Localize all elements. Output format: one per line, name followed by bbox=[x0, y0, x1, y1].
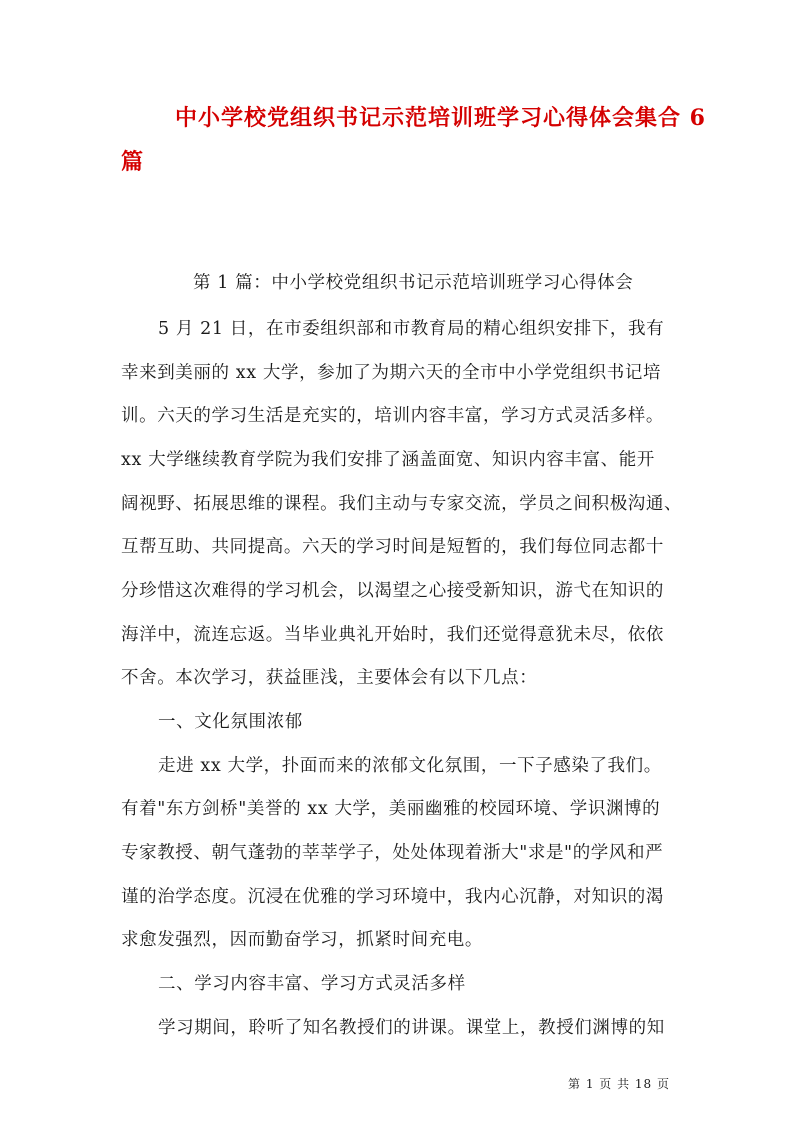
paragraph-line: 有着"东方剑桥"美誉的 xx 大学，美丽幽雅的校园环境、学识渊博的 bbox=[121, 799, 661, 819]
chapter-title: 第 1 篇：中小学校党组织书记示范培训班学习心得体会 bbox=[193, 273, 634, 293]
paragraph-line: 谨的治学态度。沉浸在优雅的学习环境中，我内心沉静，对知识的渴 bbox=[121, 887, 664, 907]
paragraph-line: 专家教授、朝气蓬勃的莘莘学子，处处体现着浙大"求是"的学风和严 bbox=[121, 843, 664, 863]
paragraph-line: 分珍惜这次难得的学习机会，以渴望之心接受新知识，游弋在知识的 bbox=[121, 581, 664, 601]
paragraph-line: 训。六天的学习生活是充实的，培训内容丰富，学习方式灵活多样。 bbox=[121, 406, 664, 426]
document-title-line-1: 中小学校党组织书记示范培训班学习心得体会集合 6 bbox=[175, 105, 706, 131]
paragraph-line: 学习期间，聆听了知名教授们的讲课。课堂上，教授们渊博的知 bbox=[158, 1018, 665, 1038]
paragraph-line: 幸来到美丽的 xx 大学，参加了为期六天的全市中小学党组织书记培 bbox=[121, 363, 662, 383]
paragraph-line: 5 月 21 日，在市委组织部和市教育局的精心组织安排下，我有 bbox=[158, 319, 665, 339]
document-title-line-2: 篇 bbox=[121, 149, 145, 175]
section-heading: 二、学习内容丰富、学习方式灵活多样 bbox=[158, 974, 466, 994]
paragraph-line: 阔视野、拓展思维的课程。我们主动与专家交流，学员之间积极沟通、 bbox=[121, 494, 683, 514]
paragraph-line: 不舍。本次学习，获益匪浅，主要体会有以下几点： bbox=[121, 668, 538, 688]
section-heading: 一、文化氛围浓郁 bbox=[158, 712, 303, 732]
paragraph-line: xx 大学继续教育学院为我们安排了涵盖面宽、知识内容丰富、能开 bbox=[121, 450, 655, 470]
paragraph-line: 互帮互助、共同提高。六天的学习时间是短暂的，我们每位同志都十 bbox=[121, 537, 664, 557]
paragraph-line: 海洋中，流连忘返。当毕业典礼开始时，我们还觉得意犹未尽，依依 bbox=[121, 625, 664, 645]
page-number-footer: 第 1 页 共 18 页 bbox=[568, 1077, 670, 1091]
paragraph-line: 走进 xx 大学，扑面而来的浓郁文化氛围，一下子感染了我们。 bbox=[158, 756, 662, 776]
paragraph-line: 求愈发强烈，因而勤奋学习，抓紧时间充电。 bbox=[121, 930, 483, 950]
